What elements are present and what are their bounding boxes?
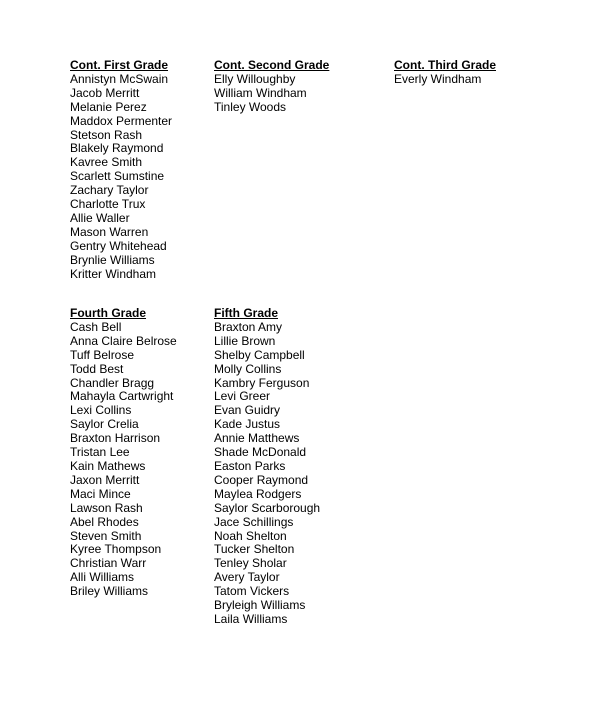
student-name: Lexi Collins: [70, 403, 132, 418]
student-name: Tuff Belrose: [70, 347, 135, 362]
student-name: Saylor Scarborough: [214, 500, 321, 515]
student-name: Lillie Brown: [214, 333, 276, 348]
name-list: [214, 321, 389, 627]
student-name: Avery Taylor: [214, 570, 280, 585]
student-name: Kain Mathews: [70, 458, 146, 473]
student-name: Blakely Raymond: [70, 141, 164, 156]
student-name: William Windham: [214, 85, 307, 100]
student-name: Kade Justus: [214, 417, 281, 432]
student-name: Gentry Whitehead: [70, 238, 167, 253]
student-name: Everly Windham: [394, 71, 482, 86]
student-name: Tinley Woods: [214, 99, 287, 114]
student-name: Allie Waller: [70, 210, 130, 225]
student-name: Tristan Lee: [70, 445, 130, 460]
student-name: Kritter Windham: [70, 266, 157, 281]
student-name: Christian Warr: [70, 556, 147, 571]
student-name: Charlotte Trux: [70, 197, 146, 212]
student-name: Anna Claire Belrose: [70, 333, 177, 348]
name-list: [214, 73, 389, 115]
column-cont-third-grade: [394, 59, 569, 87]
student-name: Scarlett Sumstine: [70, 169, 165, 184]
student-name: Melanie Perez: [70, 99, 147, 114]
student-name: Alli Williams: [70, 570, 134, 585]
student-name: Stetson Rash: [70, 127, 143, 142]
column-heading: Fourth Grade: [70, 306, 147, 320]
student-name: Zachary Taylor: [70, 183, 149, 198]
student-name: Brynlie Williams: [70, 252, 155, 267]
student-name: Lawson Rash: [70, 500, 143, 515]
column-heading: Cont. First Grade: [70, 58, 169, 72]
student-name: Maylea Rodgers: [214, 486, 302, 501]
student-name: Briley Williams: [70, 584, 148, 599]
column-cont-second-grade: [214, 59, 389, 115]
student-name: Laila Williams: [214, 611, 288, 626]
student-name: Braxton Harrison: [70, 431, 161, 446]
student-name: Kavree Smith: [70, 155, 143, 170]
student-name: Jacob Merritt: [70, 85, 140, 100]
student-name: Annie Matthews: [214, 431, 300, 446]
student-name: Shelby Campbell: [214, 347, 305, 362]
student-name: Evan Guidry: [214, 403, 281, 418]
student-name: Mason Warren: [70, 224, 149, 239]
student-name: Shade McDonald: [214, 445, 307, 460]
column-heading: Fifth Grade: [214, 306, 279, 320]
student-name: Jaxon Merritt: [70, 472, 140, 487]
student-name: Mahayla Cartwright: [70, 389, 174, 404]
student-name: Maci Mince: [70, 486, 131, 501]
student-name: Braxton Amy: [214, 319, 283, 334]
student-name: Chandler Bragg: [70, 375, 155, 390]
student-name: Kambry Ferguson: [214, 375, 310, 390]
student-name: Steven Smith: [70, 528, 142, 543]
student-name: Tatom Vickers: [214, 584, 290, 599]
student-name: Cooper Raymond: [214, 472, 309, 487]
student-name: Kyree Thompson: [70, 542, 162, 557]
column-heading: Cont. Second Grade: [214, 58, 330, 72]
column-fifth-grade: [214, 307, 389, 627]
student-name: Easton Parks: [214, 458, 286, 473]
student-name: Noah Shelton: [214, 528, 287, 543]
student-name: Jace Schillings: [214, 514, 294, 529]
column-heading: Cont. Third Grade: [394, 58, 496, 72]
student-name: Elly Willoughby: [214, 71, 296, 86]
student-name: Cash Bell: [70, 319, 122, 334]
student-name: Molly Collins: [214, 361, 282, 376]
student-name: Tenley Sholar: [214, 556, 287, 571]
student-name: Todd Best: [70, 361, 124, 376]
student-name: Abel Rhodes: [70, 514, 139, 529]
student-name: Maddox Permenter: [70, 113, 173, 128]
student-name: Saylor Crelia: [70, 417, 139, 432]
student-name: Levi Greer: [214, 389, 271, 404]
student-name: Bryleigh Williams: [214, 598, 306, 613]
student-name: Tucker Shelton: [214, 542, 295, 557]
name-list: [394, 73, 569, 87]
student-name: Annistyn McSwain: [70, 71, 169, 86]
